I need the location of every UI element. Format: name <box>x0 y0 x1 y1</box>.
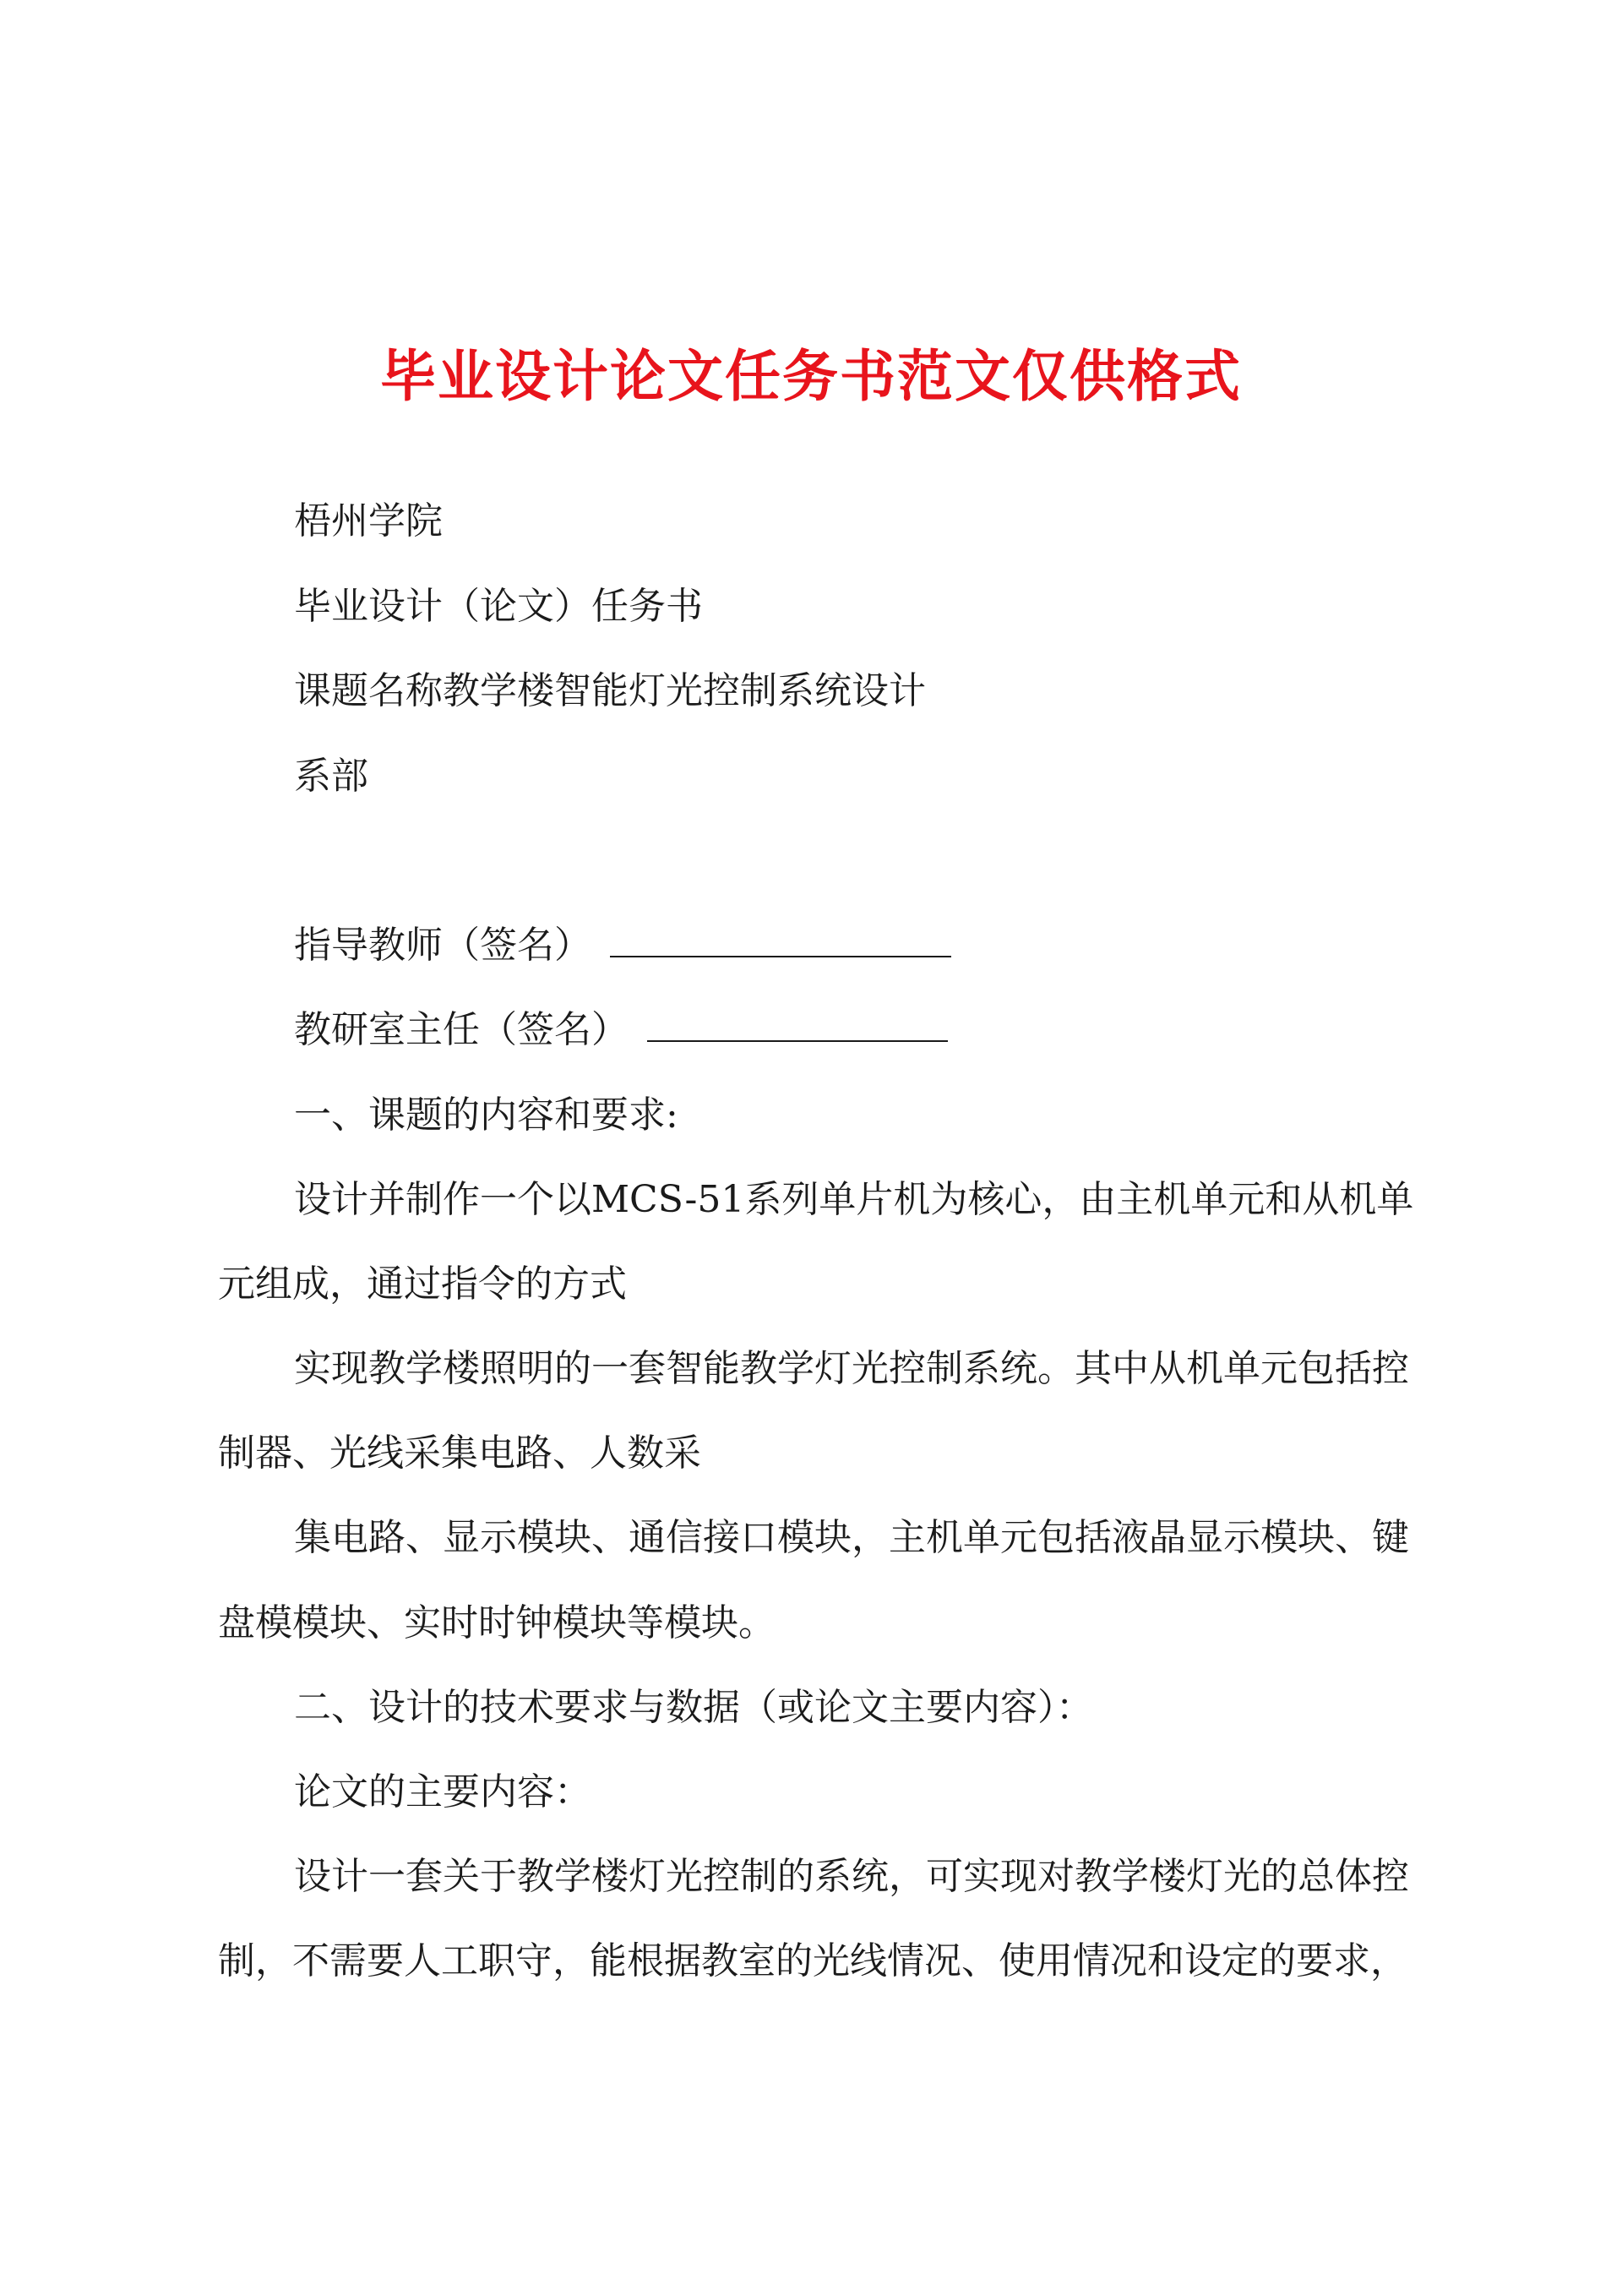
section1-paragraph2-line1: 实现教学楼照明的一套智能教学灯光控制系统。其中从机单元包括控 <box>294 1347 1409 1390</box>
department-label: 系部 <box>294 755 368 798</box>
section2-paragraph1-line1: 设计一套关于教学楼灯光控制的系统，可实现对教学楼灯光的总体控 <box>294 1855 1409 1898</box>
school-name: 梧州学院 <box>294 499 443 543</box>
advisor-signature-line <box>610 922 951 957</box>
advisor-signature-row <box>294 920 951 971</box>
advisor-signature-label: 指导教师（签名） <box>294 924 591 967</box>
section1-paragraph2-line2: 制器、光线采集电路、人数采 <box>218 1432 701 1475</box>
document-type: 毕业设计（论文）任务书 <box>294 585 703 628</box>
section2-subheading: 论文的主要内容： <box>294 1770 591 1813</box>
section1-heading: 一、课题的内容和要求: <box>294 1093 678 1137</box>
section1-paragraph3-line2: 盘模模块、实时时钟模块等模块。 <box>218 1601 776 1644</box>
director-signature-row <box>294 1005 948 1055</box>
topic-title: 课题名称教学楼智能灯光控制系统设计 <box>294 669 926 712</box>
director-signature-label: 教研室主任（签名） <box>294 1008 629 1051</box>
director-signature-line <box>647 1006 948 1042</box>
section1-paragraph1-line1: 设计并制作一个以MCS-51系列单片机为核心，由主机单元和从机单 <box>294 1178 1414 1221</box>
section2-paragraph1-line2: 制，不需要人工职守，能根据教室的光线情况、使用情况和设定的要求， <box>218 1939 1407 1982</box>
section2-heading: 二、设计的技术要求与数据（或论文主要内容）： <box>294 1686 1093 1729</box>
section1-paragraph3-line1: 集电路、显示模块、通信接口模块，主机单元包括液晶显示模块、键 <box>294 1516 1409 1559</box>
section1-paragraph1-line2: 元组成，通过指令的方式 <box>218 1263 627 1306</box>
page-title: 毕业设计论文任务书范文仅供格式 <box>380 343 1242 409</box>
